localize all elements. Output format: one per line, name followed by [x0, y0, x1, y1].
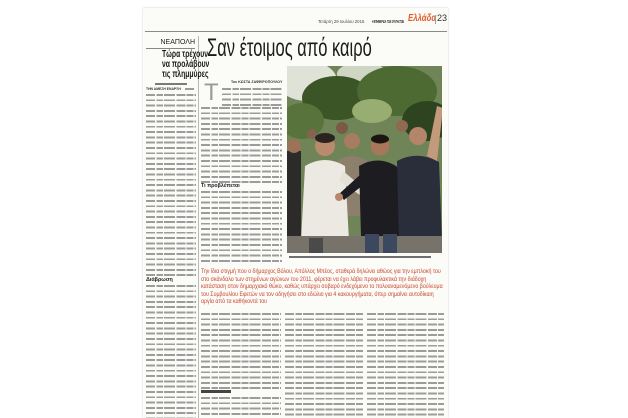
- body-text-lines: [185, 88, 195, 91]
- main-subheading: Τι προβλέπεται: [201, 183, 240, 189]
- white-shirt-person: [301, 160, 349, 241]
- tree-foliage: [352, 99, 392, 123]
- newspaper-page: [143, 8, 448, 418]
- body-text-lines: [201, 191, 282, 265]
- left-person-head: [287, 139, 301, 153]
- issue-date: Τετάρτη 29 Ιουλίου 2015: [318, 19, 365, 24]
- sidebar-headline-line: τις πλημμύρες: [162, 68, 209, 80]
- body-text-lines: [222, 88, 282, 107]
- header-rule: [145, 31, 447, 32]
- article-photo: [287, 66, 442, 253]
- legs: [383, 234, 397, 253]
- background-head: [336, 122, 348, 134]
- sidebar-byline: [155, 83, 187, 85]
- body-text-lines: [285, 313, 364, 418]
- body-text-lines: [146, 285, 196, 418]
- sidebar-subheading: Διάβρωση: [146, 277, 173, 283]
- plaid-shirt-person-head: [344, 133, 360, 149]
- newspaper-name: Η ΕΦΗΜΕΡΙΔΑ ΤΩΝ ΣΥΝΤΑΚΤΩΝ: [372, 19, 405, 24]
- white-shirt-person-hair: [315, 133, 335, 143]
- main-byline: Του ΚΩΣΤΑ ΖΑΦΕΙΡΟΠΟΥΛΟΥ: [231, 80, 283, 84]
- black-shirt-person-hair: [371, 135, 389, 144]
- sidebar-lead-in: ΤΗΝ ΑΜΕΣΗ ΕΝΑΡΞΗ: [146, 87, 181, 91]
- pull-quote: Την ίδια στιγμή που ο δήμαρχος Βόλου, Απόλλος Μπέος, σταθερά δηλώνει αθώος για την εμπλοκή του στο σκάνδαλο των στημένων αγώνων του 2011, φέρεται να έχει λάβει προφυλακτικά την διάδοχη κατάσταση στον δημαρχιακό θώκο, καθώς υπάρχει σοβαρό ενδεχόμενο το πολυαναμενόμενο βούλευμα του Συμβουλίου Εφετών να τον οδηγήσει στο εδώλιο για 4 κακουργήματα, όπερ σημαίνει αυτοδίκαιη αργία από τα καθήκοντά του: [201, 269, 443, 305]
- body-text-lines: [201, 107, 282, 183]
- body-text-lines: [146, 94, 196, 277]
- drop-cap: Τ: [204, 79, 219, 106]
- legs: [309, 238, 323, 253]
- hand: [335, 193, 343, 201]
- sidebar-headline-line: Τώρα τρέχουν: [162, 49, 209, 60]
- body-text-lines: [367, 313, 444, 418]
- body-text-lines: [201, 397, 281, 418]
- lower-subheading: [201, 390, 231, 393]
- black-shirt-person: [359, 160, 403, 236]
- column-divider: [198, 36, 199, 418]
- main-headline: Σαν έτοιμος από καιρό: [207, 34, 372, 62]
- sidebar-headline: [146, 49, 210, 80]
- right-person: [397, 156, 442, 241]
- section-title: Ελλάδα: [408, 12, 437, 24]
- legs: [365, 234, 379, 253]
- sidebar-kicker: ΝΕΑΠΟΛΗ: [160, 39, 195, 46]
- photo-caption: [289, 256, 431, 258]
- background-head: [396, 120, 408, 132]
- sidebar-headline-line: να προλάβουν: [162, 58, 210, 70]
- body-text-lines: [201, 313, 281, 389]
- header-separator: [435, 15, 436, 24]
- page-number: 23: [437, 13, 448, 23]
- right-person-head: [409, 127, 427, 145]
- left-person-body: [287, 151, 301, 241]
